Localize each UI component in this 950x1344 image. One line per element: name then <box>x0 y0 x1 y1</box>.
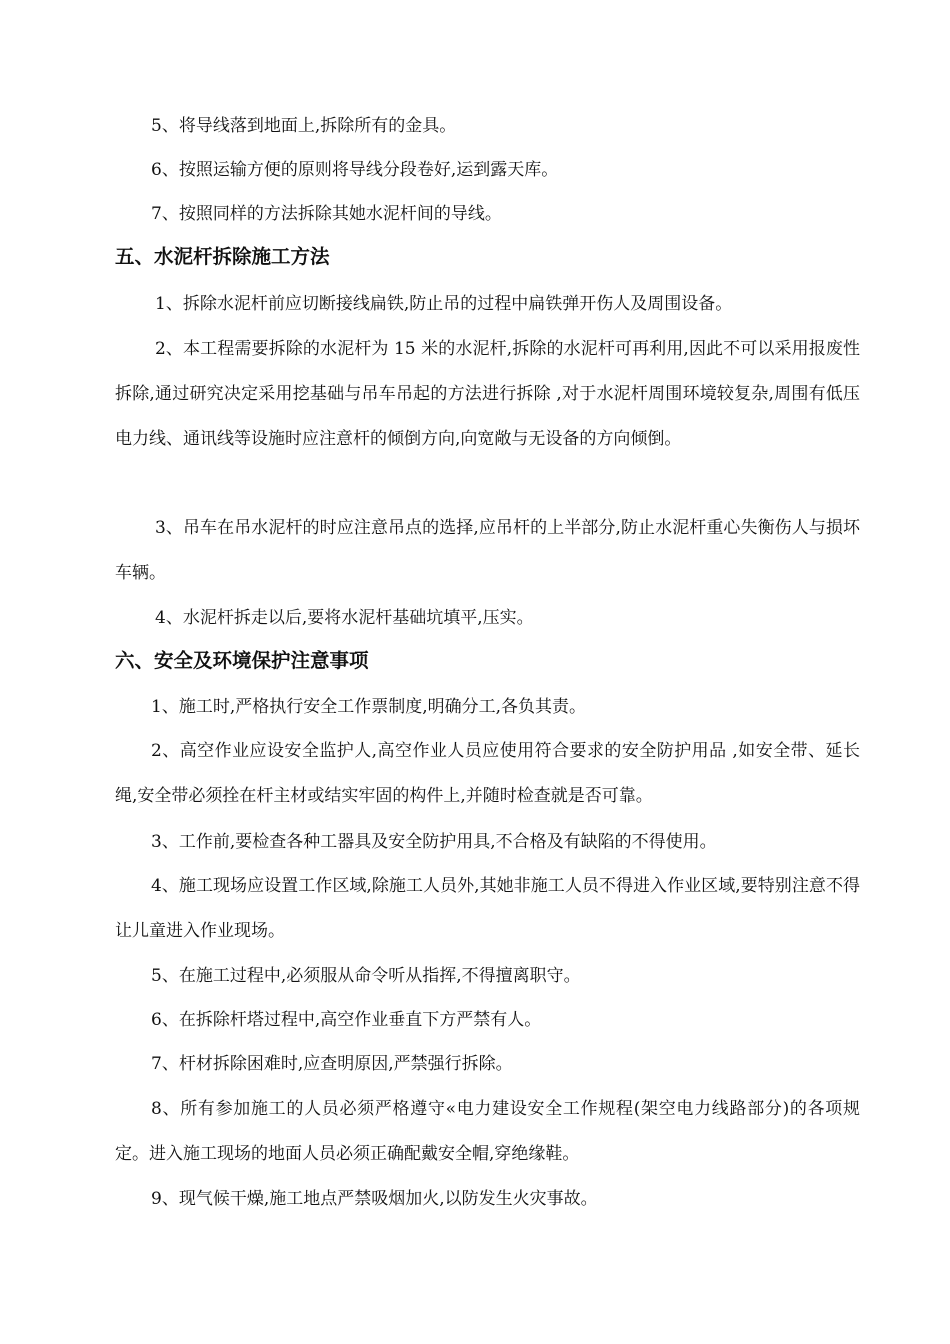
paragraph: 9、现气候干燥,施工地点严禁吸烟加火,以防发生火灾事故。 <box>151 1189 598 1209</box>
paragraph: 3、吊车在吊水泥杆的时应注意吊点的选择,应吊杆的上半部分,防止水泥杆重心失衡伤人与损坏车辆。 <box>115 518 860 583</box>
paragraph: 6、在拆除杆塔过程中,高空作业垂直下方严禁有人。 <box>151 1010 542 1030</box>
paragraph: 3、工作前,要检查各种工器具及安全防护用具,不合格及有缺陷的不得使用。 <box>151 832 717 852</box>
paragraph: 2、本工程需要拆除的水泥杆为 15 米的水泥杆,拆除的水泥杆可再利用,因此不可以采用报废性拆除,通过研究决定采用挖基础与吊车吊起的方法进行拆除 ,对于水泥杆周围环境较复杂,周围有低压电力线、通讯线等设施时应注意杆的倾倒方向,向宽敞与无设备的方向倾倒。 <box>115 339 860 449</box>
paragraph: 5、在施工过程中,必须服从命令听从指挥,不得擅离职守。 <box>151 966 581 986</box>
paragraph: 4、施工现场应设置工作区域,除施工人员外,其她非施工人员不得进入作业区域,要特别注意不得让儿童进入作业现场。 <box>115 876 860 941</box>
paragraph: 7、按照同样的方法拆除其她水泥杆间的导线。 <box>151 204 502 224</box>
paragraph: 7、杆材拆除困难时,应查明原因,严禁强行拆除。 <box>151 1054 513 1074</box>
paragraph: 1、拆除水泥杆前应切断接线扁铁,防止吊的过程中扁铁弹开伤人及周围设备。 <box>155 294 733 314</box>
paragraph: 8、所有参加施工的人员必须严格遵守«电力建设安全工作规程(架空电力线路部分)的各项规定。进入施工现场的地面人员必须正确配戴安全帽,穿绝缘鞋。 <box>115 1099 860 1164</box>
paragraph: 5、将导线落到地面上,拆除所有的金具。 <box>151 116 457 136</box>
paragraph: 4、水泥杆拆走以后,要将水泥杆基础坑填平,压实。 <box>155 608 534 628</box>
paragraph: 1、施工时,严格执行安全工作票制度,明确分工,各负其责。 <box>151 697 587 717</box>
paragraph: 6、按照运输方便的原则将导线分段卷好,运到露天库。 <box>151 160 559 180</box>
section-heading: 六、安全及环境保护注意事项 <box>115 649 369 672</box>
section-heading: 五、水泥杆拆除施工方法 <box>115 245 330 268</box>
paragraph: 2、高空作业应设安全监护人,高空作业人员应使用符合要求的安全防护用品 ,如安全带、延长绳,安全带必须拴在杆主材或结实牢固的构件上,并随时检查就是否可靠。 <box>115 741 860 806</box>
